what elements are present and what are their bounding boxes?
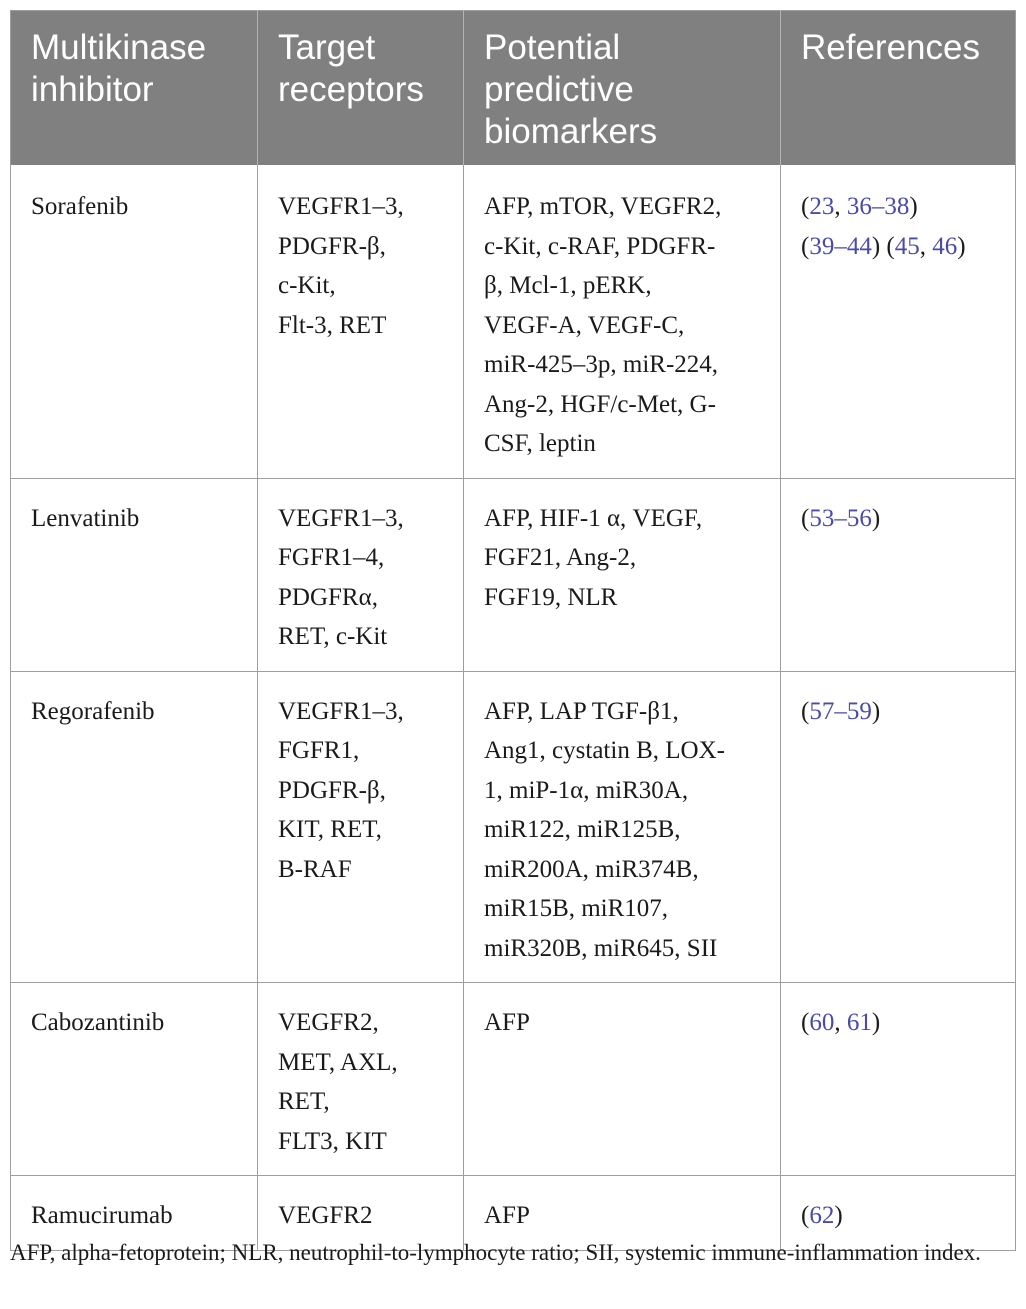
cell-biomarkers — [464, 671, 781, 983]
reference-link[interactable]: 60 — [809, 1009, 835, 1036]
reference-punctuation: ( — [801, 697, 810, 725]
reference-link[interactable]: 53–56 — [809, 504, 872, 532]
reference-punctuation: ( — [801, 504, 810, 532]
biomarker-line: miR320B, miR645, SII — [484, 934, 718, 962]
reference-link[interactable]: 57–59 — [809, 697, 872, 725]
reference-punctuation: ( — [801, 1202, 810, 1229]
reference-line — [801, 1196, 1001, 1236]
reference-punctuation: , — [919, 232, 933, 260]
cell-references — [781, 983, 1016, 1176]
table-container — [10, 10, 1015, 1251]
drug-name: Ramucirumab — [31, 1202, 173, 1229]
reference-line — [801, 227, 1001, 267]
header-row — [11, 11, 1016, 166]
biomarker-line: miR200A, miR374B, — [484, 855, 699, 883]
biomarker-line: Ang1, cystatin B, LOX- — [484, 737, 725, 764]
cell-target-receptors — [258, 671, 464, 983]
target-receptor-line: B-RAF — [278, 855, 352, 883]
header-text-line: receptors — [278, 70, 424, 109]
cell-drug-name — [11, 671, 258, 983]
biomarker-line: FGF21, Ang-2, — [484, 544, 637, 571]
table-body — [11, 165, 1016, 1250]
cell-biomarkers — [464, 983, 781, 1176]
biomarker-line: β, Mcl-1, pERK, — [484, 272, 652, 299]
reference-line — [801, 499, 1001, 539]
table-header — [11, 11, 1016, 166]
drug-name: Regorafenib — [31, 697, 155, 725]
biomarker-line: miR-425–3p, miR-224, — [484, 351, 719, 378]
reference-line — [801, 187, 1001, 227]
biomarker-line: AFP, HIF-1 α, VEGF, — [484, 504, 703, 532]
reference-line — [801, 1003, 1001, 1043]
target-receptor-line: FLT3, KIT — [278, 1127, 387, 1155]
biomarker-line: AFP — [484, 1009, 530, 1036]
target-receptor-line: RET, — [278, 1088, 330, 1115]
biomarker-line: CSF, leptin — [484, 430, 596, 457]
biomarker-line: miR122, miR125B, — [484, 816, 681, 843]
reference-punctuation: ) — [834, 1202, 843, 1229]
header-multikinase-inhibitor — [11, 11, 258, 166]
cell-target-receptors — [258, 478, 464, 671]
cell-references — [781, 671, 1016, 983]
cell-drug-name — [11, 983, 258, 1176]
header-text-line: inhibitor — [31, 70, 154, 109]
target-receptor-line: KIT, RET, — [278, 816, 382, 843]
target-receptor-line: PDGFRα, — [278, 583, 378, 611]
header-text-line: biomarkers — [484, 112, 658, 151]
drug-name: Lenvatinib — [31, 504, 140, 532]
target-receptor-line: MET, AXL, — [278, 1048, 398, 1076]
reference-punctuation: ( — [801, 193, 810, 220]
target-receptor-line: FGFR1–4, — [278, 544, 385, 571]
reference-link[interactable]: 62 — [809, 1202, 835, 1229]
header-text-line: Potential — [484, 28, 621, 67]
reference-punctuation: ) — [909, 193, 918, 220]
reference-link[interactable]: 39–44 — [809, 232, 872, 260]
reference-punctuation: ) — [871, 697, 881, 725]
header-references — [781, 11, 1016, 166]
target-receptor-line: PDGFR-β, — [278, 776, 386, 804]
cell-drug-name — [11, 478, 258, 671]
biomarker-line: AFP, LAP TGF-β1, — [484, 697, 679, 725]
table-row — [11, 671, 1016, 983]
reference-link[interactable]: 45 — [894, 232, 920, 260]
target-receptor-line: c-Kit, — [278, 272, 336, 299]
biomarker-line: VEGF-A, VEGF-C, — [484, 311, 685, 339]
target-receptor-line: Flt-3, RET — [278, 311, 387, 339]
biomarker-line: c-Kit, c-RAF, PDGFR- — [484, 232, 716, 260]
header-target-receptors — [258, 11, 464, 166]
header-text-line: References — [801, 28, 980, 67]
reference-punctuation: , — [834, 193, 847, 220]
reference-punctuation: , — [834, 1009, 847, 1036]
cell-references — [781, 165, 1016, 478]
biomarker-line: AFP, mTOR, VEGFR2, — [484, 193, 722, 220]
reference-link[interactable]: 61 — [846, 1009, 872, 1036]
reference-punctuation: ) ( — [871, 232, 895, 260]
cell-biomarkers — [464, 165, 781, 478]
cell-references — [781, 478, 1016, 671]
reference-punctuation: ) — [957, 232, 966, 260]
target-receptor-line: VEGFR1–3, — [278, 504, 404, 532]
target-receptor-line: FGFR1, — [278, 737, 360, 764]
table-row — [11, 478, 1016, 671]
reference-punctuation: ) — [871, 504, 881, 532]
reference-link[interactable]: 36–38 — [846, 193, 910, 220]
multikinase-inhibitor-table — [10, 10, 1016, 1251]
header-potential-predictive-biomarkers — [464, 11, 781, 166]
reference-link[interactable]: 46 — [932, 232, 958, 260]
biomarker-line: Ang-2, HGF/c-Met, G- — [484, 390, 716, 418]
target-receptor-line: PDGFR-β, — [278, 232, 386, 260]
biomarker-line: 1, miP-1α, miR30A, — [484, 776, 689, 804]
header-text-line: Multikinase — [31, 28, 207, 67]
table-row — [11, 165, 1016, 478]
target-receptor-line: VEGFR2 — [278, 1202, 373, 1229]
target-receptor-line: VEGFR1–3, — [278, 697, 404, 725]
biomarker-line: FGF19, NLR — [484, 583, 618, 611]
header-text-line: Target — [278, 28, 376, 67]
cell-drug-name — [11, 165, 258, 478]
target-receptor-line: VEGFR2, — [278, 1009, 379, 1036]
reference-punctuation: ) — [871, 1009, 881, 1036]
reference-line — [801, 692, 1001, 732]
biomarker-line: miR15B, miR107, — [484, 895, 669, 922]
cell-biomarkers — [464, 478, 781, 671]
target-receptor-line: RET, c-Kit — [278, 623, 388, 650]
reference-punctuation: ( — [801, 1009, 810, 1036]
header-text-line: predictive — [484, 70, 634, 109]
cell-target-receptors — [258, 165, 464, 478]
table-footnote: AFP, alpha-fetoprotein; NLR, neutrophil-to-lymphocyte ratio; SII, systemic immune-inflammation index. — [10, 1240, 981, 1265]
cell-target-receptors — [258, 983, 464, 1176]
reference-punctuation: ( — [801, 232, 810, 260]
reference-link[interactable]: 23 — [809, 193, 835, 220]
biomarker-line: AFP — [484, 1202, 530, 1229]
drug-name: Cabozantinib — [31, 1009, 165, 1036]
drug-name: Sorafenib — [31, 193, 129, 220]
table-row — [11, 983, 1016, 1176]
target-receptor-line: VEGFR1–3, — [278, 193, 404, 220]
